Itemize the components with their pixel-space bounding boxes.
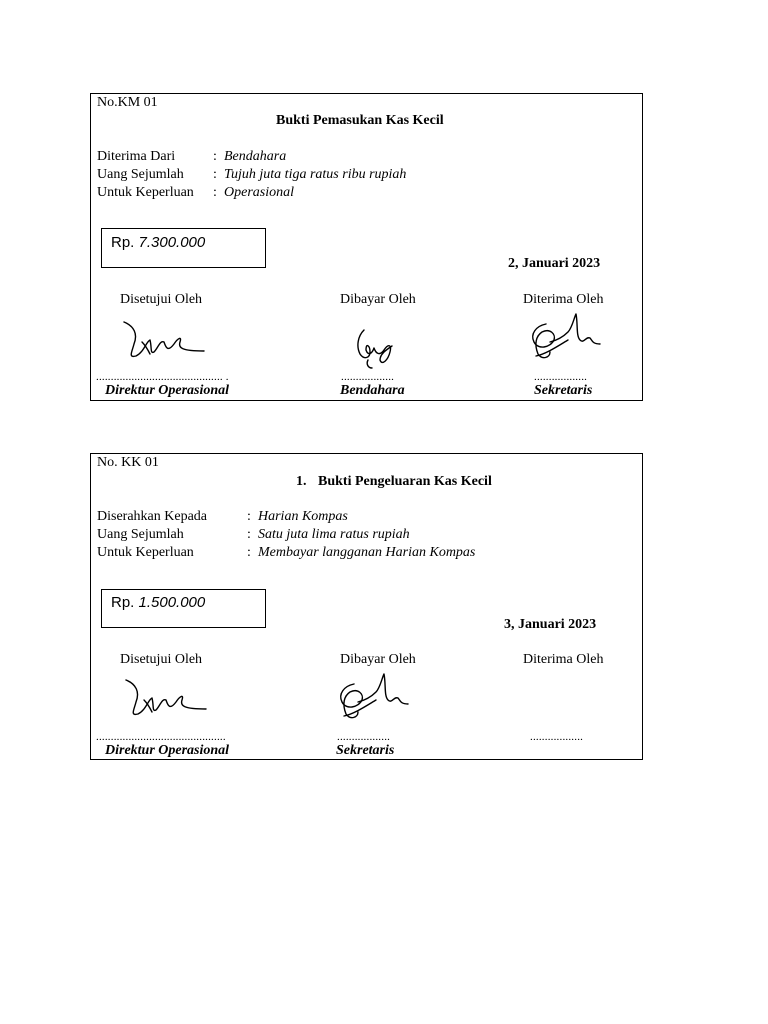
signature-heading: Dibayar Oleh [340,292,416,307]
signatory-role: Direktur Operasional [105,383,230,398]
field-value: Membayar langganan Harian Kompas [258,545,476,560]
signature-line: .................. [341,372,395,382]
field-value: Tujuh juta tiga ratus ribu rupiah [224,167,407,182]
amount-prefix: Rp. [111,594,135,611]
receipt-date: 2, Januari 2023 [508,256,601,271]
signature-line: ........................................... . [96,372,229,382]
field-label: Uang Sejumlah [97,167,184,182]
field-separator: : [213,185,217,200]
receipt-title-number: 1. [296,474,307,489]
amount-prefix: Rp. [111,234,135,251]
signature-heading: Diterima Oleh [523,652,604,667]
signature-heading: Disetujui Oleh [120,292,203,307]
field-label: Diterima Dari [97,149,176,164]
amount-value: 1.500.000 [138,594,206,611]
signature-line: .................. [337,732,391,742]
signatory-role: Direktur Operasional [105,743,230,758]
amount-value: 7.300.000 [138,234,206,251]
field-separator: : [247,509,251,524]
signature-line: ............................................ [96,732,226,742]
amount-text [111,595,205,611]
field-separator: : [247,545,251,560]
signature-treasurer-icon [354,324,400,372]
signatory-role: Sekretaris [336,743,395,758]
field-separator: : [213,167,217,182]
signature-heading: Disetujui Oleh [120,652,203,667]
signature-heading: Dibayar Oleh [340,652,416,667]
field-label: Diserahkan Kepada [97,509,208,524]
field-label: Untuk Keperluan [97,185,194,200]
signature-secretary-icon [528,310,608,364]
receipt-number: No. KK 01 [97,455,159,470]
signature-director-icon [120,318,210,364]
amount-text [111,235,205,251]
field-value: Operasional [224,185,294,200]
signatory-role: Bendahara [340,383,405,398]
signatory-role: Sekretaris [534,383,593,398]
signature-director-icon [122,676,212,722]
signature-line: .................. [534,372,588,382]
receipt-title: Bukti Pengeluaran Kas Kecil [318,474,492,489]
receipt-date: 3, Januari 2023 [504,617,597,632]
signature-secretary-icon [336,670,416,726]
field-value: Harian Kompas [258,509,348,524]
receipt-number: No.KM 01 [97,95,158,110]
signature-heading: Diterima Oleh [523,292,604,307]
receipt-title: Bukti Pemasukan Kas Kecil [276,113,444,128]
field-separator: : [213,149,217,164]
field-label: Uang Sejumlah [97,527,184,542]
field-separator: : [247,527,251,542]
signature-line: .................. [530,732,584,742]
field-value: Bendahara [224,149,287,164]
field-value: Satu juta lima ratus rupiah [258,527,410,542]
field-label: Untuk Keperluan [97,545,194,560]
